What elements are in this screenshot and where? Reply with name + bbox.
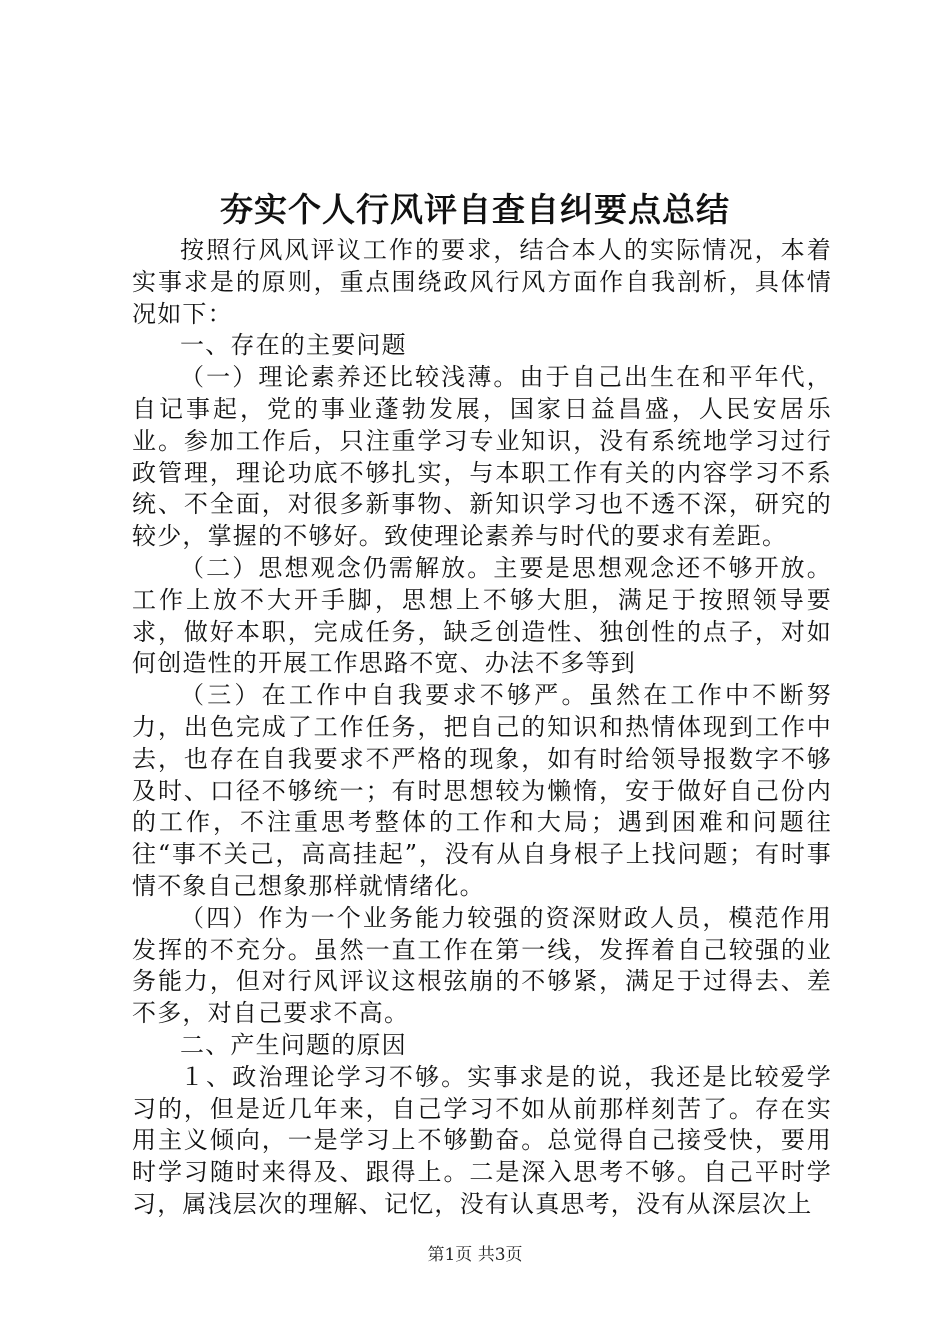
page-footer: 第1页 共3页 [427,1245,523,1265]
problem-paragraph-4: （四）作为一个业务能力较强的资深财政人员，模范作用发挥的不充分。虽然一直工作在第一线，发挥着自己较强的业务能力，但对行风评议这根弦崩的不够紧，满足于过得去、差不多，对自己要求不高。 [132,903,832,1028]
cause-paragraph-1: １、政治理论学习不够。实事求是的说，我还是比较爱学习的，但是近几年来，自己学习不如从前那样刻苦了。存在实用主义倾向，一是学习上不够勤奋。总觉得自己接受快，要用时学习随时来得及、跟得上。二是深入思考不够。自己平时学习，属浅层次的理解、记忆，没有认真思考，没有从深层次上 [132,1062,832,1218]
problem-paragraph-2: （二）思想观念仍需解放。主要是思想观念还不够开放。工作上放不大开手脚，思想上不够大胆，满足于按照领导要求，做好本职，完成任务，缺乏创造性、独创性的点子，对如何创造性的开展工作思路不宽、办法不多等到 [132,553,832,678]
document-body [132,235,832,1221]
intro-paragraph: 按照行风风评议工作的要求，结合本人的实际情况，本着实事求是的原则，重点围绕政风行风方面作自我剖析，具体情况如下： [132,236,832,328]
document-title: 夯实个人行风评自查自纠要点总结 [220,190,730,229]
problem-paragraph-3: （三）在工作中自我要求不够严。虽然在工作中不断努力，出色完成了工作任务，把自己的知识和热情体现到工作中去，也存在自我要求不严格的现象，如有时给领导报数字不够及时、口径不够统一；有时思想较为懒惰，安于做好自己份内的工作，不注重思考整体的工作和大局；遇到困难和问题往往“事不关己，高高挂起”，没有从自身根子上找问题；有时事情不象自己想象那样就情绪化。 [132,681,832,900]
problem-paragraph-1: （一）理论素养还比较浅薄。由于自己出生在和平年代，自记事起，党的事业蓬勃发展，国家日益昌盛，人民安居乐业。参加工作后，只注重学习专业知识，没有系统地学习过行政管理，理论功底不够扎实，与本职工作有关的内容学习不系统、不全面，对很多新事物、新知识学习也不透不深，研究的较少，掌握的不够好。致使理论素养与时代的要求有差距。 [132,363,832,551]
section-heading-problems: 一、存在的主要问题 [180,331,407,360]
section-heading-causes: 二、产生问题的原因 [180,1030,407,1059]
